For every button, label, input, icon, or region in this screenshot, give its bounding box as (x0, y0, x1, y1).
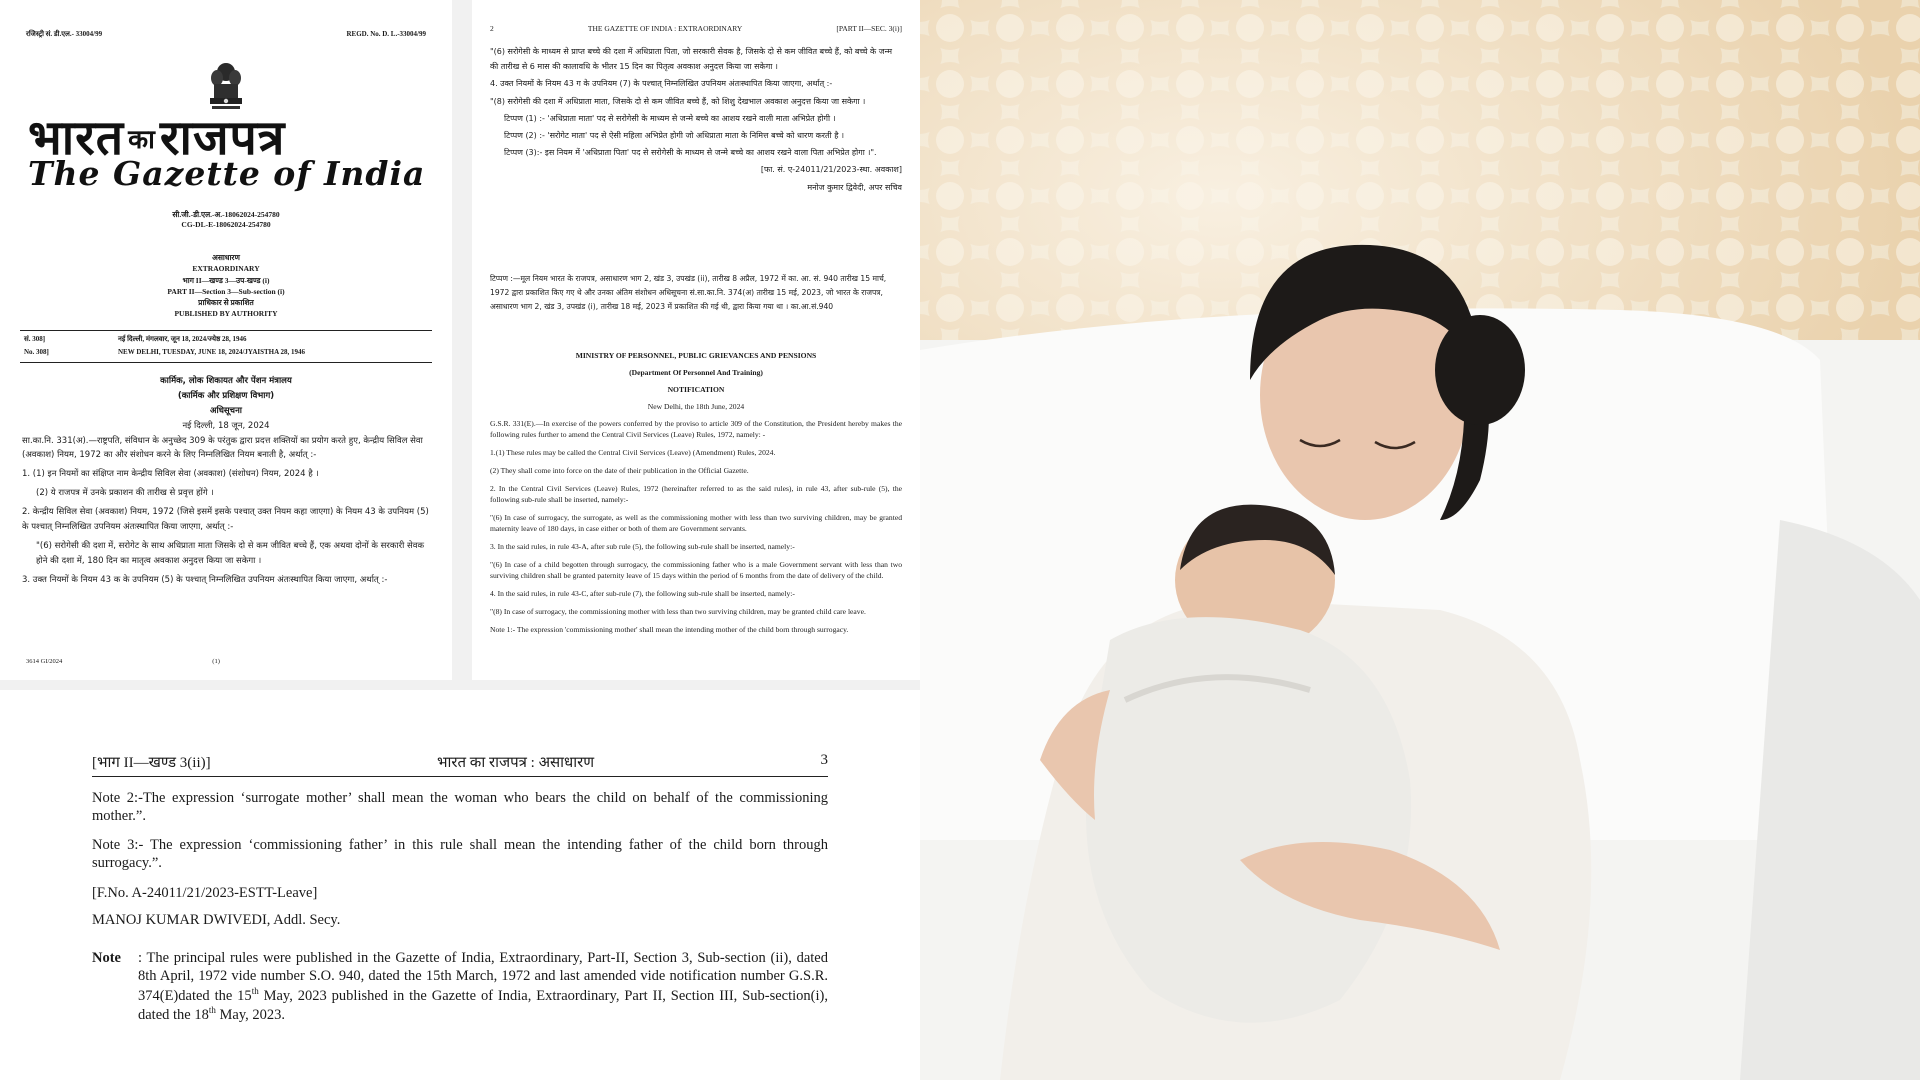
hindi-notification-body (22, 374, 430, 591)
issue-row-hindi (24, 335, 428, 344)
paragraph-2-hindi: 2. केन्द्रीय सिविल सेवा (अवकाश) नियम, 1972 (जिसे इसमें इसके पश्चात् उक्त नियम कहा जाएगा) के नियम 43 के उपनियम (5) के पश्चात् निम्नलिखित उपनियम अंतःस्थापित किया जाएगा, अर्थात् :- (22, 507, 429, 532)
note-1-english: Note 1:- The expression 'commissioning mother' shall mean the intending mother of the child born through surrogacy. (490, 625, 849, 634)
issue-date-hindi: नई दिल्ली, मंगलवार, जून 18, 2024/ज्येष्ठ 28, 1946 (118, 335, 247, 343)
hindi-footnote: टिप्पण :—मूल नियम भारत के राजपत्र, असाधारण भाग 2, खंड 3, उपखंड (ii), तारीख 8 अप्रैल, 1972 में का. आ. सं. 940 तारीख 15 मार्च, 1972 द्वारा प्रकाशित किए गए थे और उनका अंतिम संशोधन अधिसूचना सं.सा.का.नि. 374(अ) तारीख 15 मई, 2023, जो भारत के राजपत्र, असाधारण भाग 2, खंड 3, उपखंड (i), तारीख 18 मई, 2023 में प्रकाशित की गई थी, द्वारा किया गया था । का.आ.सं.940 (490, 274, 887, 312)
registration-row (26, 30, 426, 39)
ministry-english: MINISTRY OF PERSONNEL, PUBLIC GRIEVANCES AND PENSIONS (575, 351, 817, 360)
department-english: (Department Of Personnel And Training) (629, 368, 763, 377)
notification-date-english: New Delhi, the 18th June, 2024 (647, 402, 745, 411)
note-3: Note 3:- The expression ‘commissioning father’ in this rule shall mean the intending father of the child born through surrogacy.”. (92, 837, 828, 872)
running-title: भारत का राजपत्र : असाधारण (436, 755, 595, 771)
page-number: (1) (212, 658, 220, 665)
page-3-body (92, 790, 828, 1025)
issue-date-english: NEW DELHI, TUESDAY, JUNE 18, 2024/JYAISTHA 28, 1946 (118, 348, 306, 356)
paragraph-2b-english: "(6) In case of surrogacy, the surrogate, as well as the commissioning mother with less than two surviving children, may be granted maternity leave of 180 days, in case either or both of them are Government servants. (490, 513, 902, 533)
hindi-note: टिप्पण (2) :- 'सरोगेट माता' पद से ऐसी महिला अभिप्रेत होगी जो अधिप्राता माता के निमित्त बच्चे को धारण करती है । (504, 130, 845, 140)
authority-hindi: प्राधिकार से प्रकाशित (198, 298, 254, 307)
part-reference: [PART II—SEC. 3(i)] (836, 24, 902, 33)
hindi-continuation (490, 44, 902, 197)
masthead-rajpatra: राजपत्र (159, 110, 286, 166)
masthead-english: The Gazette of India (28, 154, 426, 193)
paragraph-3-hindi: 3. उक्त नियमों के नियम 43 क के उपनियम (5) के पश्चात् निम्नलिखित उपनियम अंतःस्थापित किया जाएगा, अर्थात् :- (22, 574, 388, 585)
ministry-hindi: कार्मिक, लोक शिकायत और पेंशन मंत्रालय (160, 376, 292, 386)
paragraph-1b-hindi: (2) ये राजपत्र में उनके प्रकाशन की तारीख से प्रवृत्त होंगे । (36, 488, 214, 499)
hindi-clause: "(6) सरोगेसी के माध्यम से प्राप्त बच्चे की दशा में अधिप्राता पिता, जो सरकारी सेवक है, जिसके दो से कम जीवित बच्चे हैं, को बच्चे के जन्म की तारीख से 6 मास की कालावधि के भीतर 15 दिन का पितृत्व अवकाश अनुदत्त किया जा सकेगा । (490, 47, 893, 72)
paragraph-1-english: 1.(1) These rules may be called the Central Civil Services (Leave) (Amendment) Rules, 2024. (490, 448, 776, 457)
paragraph-3-english: 3. In the said rules, in rule 43-A, after sub rule (5), the following sub-rule shall be inserted, namely:- (490, 542, 795, 551)
divider (20, 330, 432, 331)
paragraph-intro-english: G.S.R. 331(E).—In exercise of the powers conferred by the proviso to article 309 of the Constitution, the President hereby makes the following rules further to amend the Central Civil Services (Leave) Rules, 1972, namely: - (490, 419, 902, 439)
issue-number-english: No. 308] (24, 348, 49, 356)
part-reference: [भाग II—खण्ड 3(ii)] (92, 755, 211, 771)
note-text: : The principal rules were published in the Gazette of India, Extraordinary, Part-II, Section 3, Sub-section (ii), dated 8th April, 1972 vide number S.O. 940, dated the 15th March, 1972 and last amended vide notification number G.S.R. 374(E)dated the 15th May, 2023 published in the Gazette of India, Extraordinary, Part II, Section III, Sub-section(i), dated the 18th May, 2023. (138, 950, 828, 1023)
hindi-note: टिप्पण (3):- इस नियम में 'अधिप्राता पिता' पद से सरोगेसी के माध्यम से जन्मे बच्चे का आशय रखने वाला पिता अभिप्रेत होगा ।". (504, 148, 877, 158)
issue-number-hindi: सं. 308] (24, 335, 46, 343)
paragraph-1-hindi: 1. (1) इन नियमों का संक्षिप्त नाम केन्द्रीय सिविल सेवा (अवकाश) (संशोधन) नियम, 2024 है । (22, 469, 319, 480)
code-hindi: सी.जी.-डी.एल.-अ.-18062024-254780 (172, 210, 280, 219)
paragraph-intro-hindi: सा.का.नि. 331(अ).—राष्ट्रपति, संविधान के अनुच्छेद 309 के परंतुक द्वारा प्रदत्त शक्तियों का प्रयोग करते हुए, केन्द्रीय सिविल सेवा (अवकाश) नियम, 1972 का और संशोधन करने के लिए निम्नलिखित नियम बनाती है, अर्थात् :- (22, 435, 423, 461)
hindi-signatory: मनोज कुमार द्विवेदी, अपर सचिव (807, 182, 902, 192)
gazette-page-1 (0, 0, 452, 680)
signatory: MANOJ KUMAR DWIVEDI, Addl. Secy. (92, 912, 341, 929)
extraordinary-english: EXTRAORDINARY (192, 264, 260, 274)
registration-hindi: रजिस्ट्री सं. डी.एल.- 33004/99 (26, 30, 103, 38)
divider (20, 362, 432, 363)
note-2: Note 2:-The expression ‘surrogate mother’ shall mean the woman who bears the child on behalf of the commissioning mother.”. (92, 790, 828, 824)
authority-english: PUBLISHED BY AUTHORITY (174, 309, 278, 319)
mother-baby-photo (920, 0, 1920, 1080)
extraordinary-hindi: असाधारण (212, 253, 240, 262)
mother-baby-illustration (920, 0, 1920, 1080)
notification-date-hindi: नई दिल्ली, 18 जून, 2024 (182, 420, 270, 431)
notification-title-hindi: अधिसूचना (210, 405, 242, 416)
gazette-page-2 (472, 0, 920, 680)
hindi-file-number: [फा. सं. ए-24011/21/2023-स्था. अवकाश] (760, 165, 902, 175)
masthead-ka: का (128, 125, 156, 155)
paragraph-1b-english: (2) They shall come into force on the date of their publication in the Official Gazette. (490, 466, 749, 475)
page-3-header (92, 752, 828, 777)
code-english: CG-DL-E-18062024-254780 (181, 219, 271, 229)
department-hindi: (कार्मिक और प्रशिक्षण विभाग) (177, 390, 275, 401)
page-number: 2 (490, 24, 494, 33)
extraordinary-block (0, 252, 452, 320)
gazette-codes (0, 210, 452, 230)
page-gutter (452, 0, 472, 690)
page-1-footer (26, 658, 426, 665)
principal-rules-note (92, 950, 828, 1024)
part-hindi: भाग II—खण्ड 3—उप-खण्ड (i) (182, 275, 270, 285)
paragraph-3b-english: "(6) In case of a child begotten through surrogacy, the commissioning father who is a male Government servant with less than two surviving children shall be granted paternity leave of 15 days within the period of 6 months from the date of delivery of the child. (490, 560, 902, 580)
print-code: 3614 GI/2024 (26, 658, 63, 665)
paragraph-2b-hindi: "(6) सरोगेसी की दशा में, सरोगेट के साथ अधिप्राता माता जिसके दो से कम जीवित बच्चे हैं, एक अथवा दोनों के सरकारी सेवक होने की दशा में, 180 दिन का मातृत्व अवकाश अनुदत्त किया जा सकेगा । (36, 540, 424, 566)
file-number: [F.No. A-24011/21/2023-ESTT-Leave] (92, 884, 318, 901)
paragraph-4-english: 4. In the said rules, in rule 43-C, after sub-rule (7), the following sub-rule shall be inserted, namely:- (490, 589, 795, 598)
part-english: PART II—Section 3—Sub-section (i) (167, 286, 285, 296)
note-label: Note (92, 950, 121, 967)
english-notification-body (490, 350, 902, 642)
notification-title-english: NOTIFICATION (667, 385, 725, 394)
masthead-bharat: भारत (28, 110, 125, 166)
hindi-clause: "(8) सरोगेसी की दशा में अधिप्राता माता, जिसके दो से कम जीवित बच्चे हैं, को शिशु देखभाल अवकाश अनुदत्त किया जा सकेगा । (490, 96, 866, 106)
page-gutter (0, 680, 920, 690)
paragraph-4b-english: "(8) In case of surrogacy, the commissioning mother with less than two surviving children, may be granted child care leave. (490, 607, 866, 616)
issue-row-english (24, 348, 428, 356)
page-2-header (490, 24, 902, 33)
hindi-clause: 4. उक्त नियमों के नियम 43 ग के उपनियम (7) के पश्चात् निम्नलिखित उपनियम अंतःस्थापित किया जाएगा, अर्थात् :- (490, 79, 833, 89)
registration-english: REGD. No. D. L.-33004/99 (346, 30, 426, 38)
hindi-note: टिप्पण (1) :- 'अधिप्राता माता' पद से सरोगेसी के माध्यम से जन्मे बच्चे का आशय रखने वाली माता अभिप्रेत होगी । (504, 113, 836, 123)
paragraph-2-english: 2. In the Central Civil Services (Leave) Rules, 1972 (hereinafter referred to as the said rules), in rule 43, after sub-rule (5), the following sub-rule shall be inserted, namely:- (490, 484, 902, 504)
page-number: 3 (820, 752, 828, 768)
running-title: THE GAZETTE OF INDIA : EXTRAORDINARY (587, 24, 743, 33)
gazette-page-3 (0, 690, 920, 1080)
